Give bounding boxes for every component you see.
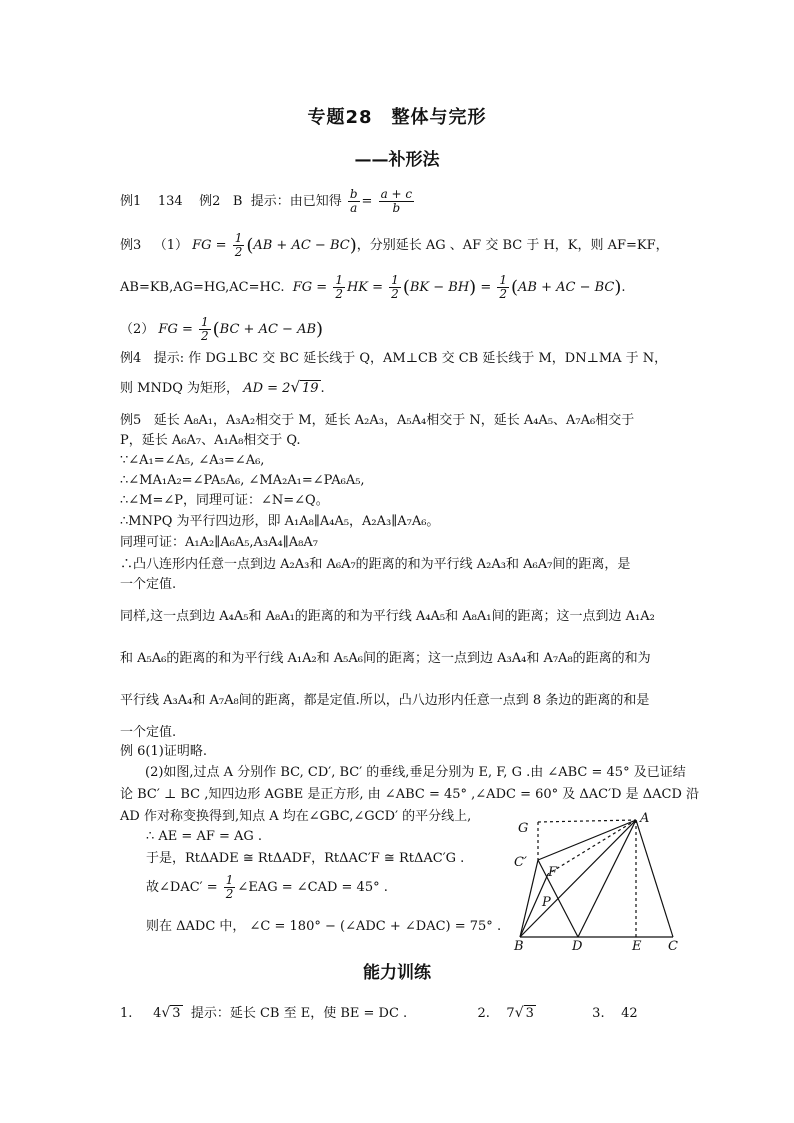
segment-c-prime-b (520, 860, 538, 937)
example-5-line-6: ∴MNPQ 为平行四边形，即 A₁A₈∥A₄A₅，A₂A₃∥A₇A₆。 (120, 514, 440, 529)
label-c: C (668, 939, 678, 952)
example-5-line-1: 例5 延长 A₈A₁，A₃A₂相交于 M，延长 A₂A₃，A₅A₄相交于 N，延长 A₄A₅、A₇A₆相交于 (120, 413, 635, 428)
segment-ga (538, 820, 636, 822)
example-5-line-9: 一个定值. (120, 577, 177, 592)
example-4-line-1: 例4 提示: 作 DG⊥BC 交 BC 延长线于 Q，AM⊥CB 交 CB 延长线于 M，DN⊥MA 于 N， (120, 351, 668, 366)
label-b: B (514, 939, 524, 952)
label-d: D (572, 939, 583, 952)
example-6-line-8: 则在 ΔADC 中， ∠C = 180° − (∠ADC + ∠DAC) = 75° . (146, 919, 502, 934)
example-6-line-3: 论 BC′ ⊥ BC ,知四边形 AGBE 是正方形, 由 ∠ABC = 45° ,∠ADC = 60° 及 ΔAC′D 是 ΔACD 沿 (120, 787, 700, 802)
example-6-line-5: ∴ AE = AF = AG . (146, 829, 263, 844)
fraction: $\frac{1}{2}$ (335, 273, 343, 301)
page-title: 专题28 整体与完形 (307, 107, 487, 128)
example-6-line-7: 故∠DAC′ = $\frac{1}{2}$ ∠EAG = ∠CAD = 45° . (146, 873, 388, 901)
fraction: $\frac{1}{2}$ (234, 231, 243, 259)
example-3-line-1: 例3 （1） FG = $\frac{1}{2}$ (AB + AC − BC)，分别延长 AG 、AF 交 BC 于 H，K，则 AF=KF， (120, 231, 669, 259)
fraction: $\frac{1}{2}$ (225, 873, 234, 901)
label-f: F (548, 865, 558, 880)
label-p: P (542, 895, 551, 910)
segment-ac (636, 820, 673, 937)
training-answers: 1. 4√ 3 提示：延长 CB 至 E，使 BE = DC . 2. 7√ 3 3. 42 (120, 1005, 638, 1021)
example-5-line-12: 平行线 A₃A₄和 A₇A₈间的距离，都是定值.所以，凸八边形内任意一点到 8 条边的距离的和是 (120, 693, 650, 708)
segment-ad (578, 820, 636, 937)
label-c-prime: C′ (514, 855, 527, 870)
example-6-line-2: (2)如图,过点 A 分别作 BC, CD′, BC′ 的垂线,垂足分别为 E, F, G .由 ∠ABC = 45° 及已证结 (145, 765, 686, 780)
segment-ba (520, 820, 636, 937)
example-5-line-4: ∴∠MA₁A₂=∠PA₅A₆, ∠MA₂A₁=∠PA₆A₅, (120, 473, 365, 488)
example-3-line-2: AB=KB,AG=HG,AC=HC. FG = $\frac{1}{2}$ HK = $\frac{1}{2}$ (BK − BH) = $\frac{1}{2}$ (AB + AC − BC). (120, 273, 626, 301)
page-subtitle: ——补形法 (354, 150, 440, 170)
segment-ac-prime (538, 820, 636, 860)
label-a: A (640, 812, 650, 826)
fraction: $\frac{1}{2}$ (201, 315, 209, 343)
example-5-line-11: 和 A₅A₆的距离的和为平行线 A₁A₂和 A₅A₆间的距离；这一点到边 A₃A₄和 A₇A₈的距离的和为 (120, 651, 651, 666)
example-5-line-3: ∵∠A₁=∠A₅, ∠A₃=∠A₆, (120, 453, 265, 468)
example-4-line-2: 则 MNDQ 为矩形， AD = 2√ 19 . (120, 378, 325, 396)
example-3-line-3: （2） FG = $\frac{1}{2}$ (BC + AC − AB) (120, 315, 324, 343)
example-1-2: 例1 134 例2 B 提示：由已知得 $\frac{b}{a}$ = $\frac{a + c}{b}$ (120, 187, 413, 215)
label-g: G (518, 821, 529, 836)
geometry-figure (508, 812, 688, 952)
example-6-line-4: AD 作对称变换得到,知点 A 均在∠GBC,∠GCD′ 的平分线上, (120, 809, 472, 824)
example-6-line-1: 例 6(1)证明略. (120, 744, 207, 759)
fraction: $\frac{b}{a}$ (349, 187, 358, 215)
label-e: E (632, 939, 642, 952)
fraction: $\frac{1}{2}$ (499, 273, 508, 301)
example-5-line-7: 同理可证：A₁A₂∥A₆A₅,A₃A₄∥A₈A₇ (120, 535, 318, 550)
example-6-line-6: 于是，RtΔADE ≅ RtΔADF，RtΔAC′F ≅ RtΔAC′G . (146, 851, 465, 866)
example-5-line-10: 同样,这一点到边 A₄A₅和 A₈A₁的距离的和为平行线 A₄A₅和 A₈A₁间的距离；这一点到边 A₁A₂ (120, 609, 655, 624)
fraction: $\frac{a + c}{b}$ (380, 187, 413, 215)
example-5-line-5: ∴∠M=∠P，同理可证：∠N=∠Q。 (120, 493, 329, 508)
example-5-line-13: 一个定值. (120, 725, 177, 740)
example-5-line-8: ∴凸八连形内任意一点到边 A₂A₃和 A₆A₇的距离的和为平行线 A₂A₃和 A₆A₇间的距离，是 (120, 557, 631, 572)
example-5-line-2: P，延长 A₆A₇、A₁A₈相交于 Q. (120, 433, 301, 448)
section-title-training: 能力训练 (363, 963, 431, 983)
fraction: $\frac{1}{2}$ (391, 273, 399, 301)
